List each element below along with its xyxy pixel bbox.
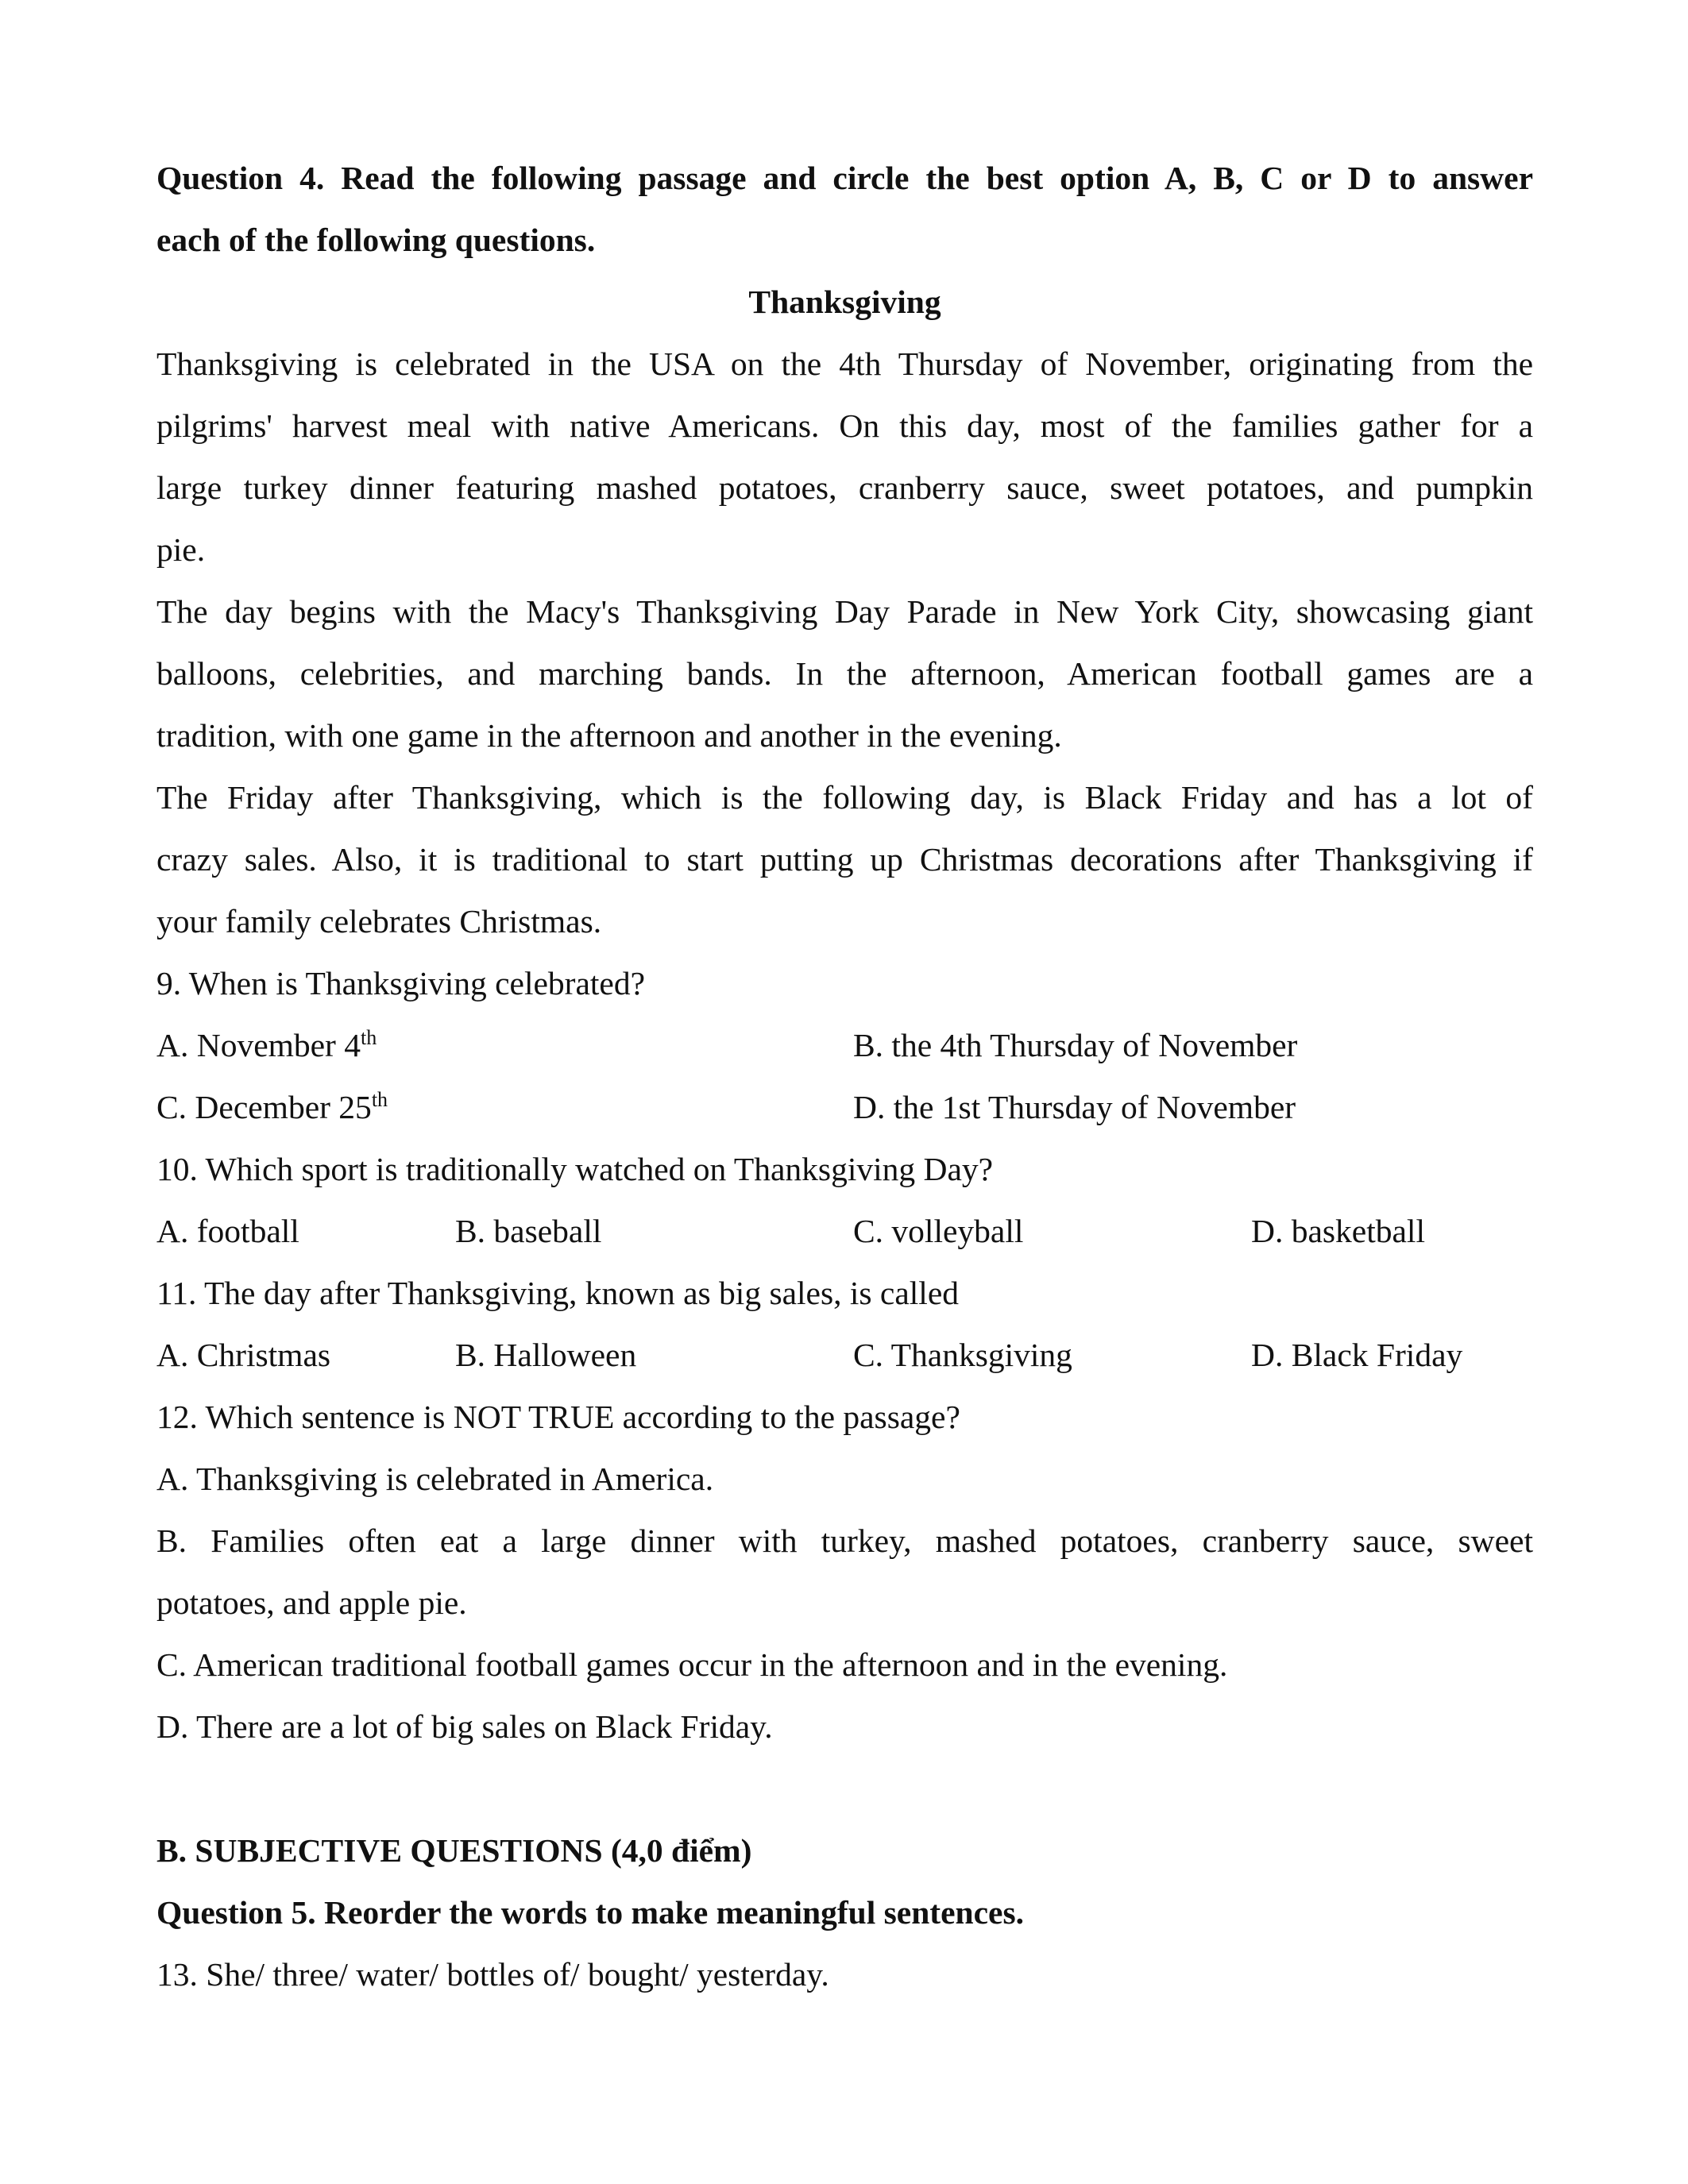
option-text: C. December 25 (156, 1089, 372, 1125)
option-b[interactable]: B. Halloween (455, 1337, 637, 1373)
passage-paragraph-3 (156, 766, 1533, 952)
question4-heading-line2: each of the following questions. (156, 222, 596, 258)
passage-paragraph-2 (156, 581, 1533, 766)
ordinal-suffix: th (361, 1026, 377, 1049)
option-a[interactable] (156, 1014, 377, 1076)
option-b[interactable]: B. the 4th Thursday of November (853, 1027, 1298, 1063)
question-13: 13. She/ three/ water/ bottles of/ bought/ yesterday. (156, 1956, 829, 1993)
passage-line: The Friday after Thanksgiving, which is the following day, is Black Friday and has a lot of (156, 779, 1533, 816)
option-b-line2: potatoes, and apple pie. (156, 1584, 467, 1621)
option-a[interactable]: A. football (156, 1213, 299, 1249)
question-11-options (156, 1324, 1533, 1386)
question-9-options-row2 (156, 1076, 1533, 1138)
passage-line: large turkey dinner featuring mashed potatoes, cranberry sauce, sweet potatoes, and pumpkin (156, 469, 1533, 506)
question-9-options-row1 (156, 1014, 1533, 1076)
question-10-options (156, 1200, 1533, 1262)
option-d[interactable]: D. There are a lot of big sales on Black Friday. (156, 1708, 773, 1745)
option-b-line1: B. Families often eat a large dinner with turkey, mashed potatoes, cranberry sauce, sweet (156, 1522, 1533, 1559)
question-12: 12. Which sentence is NOT TRUE according to the passage? (156, 1399, 960, 1435)
passage-line: balloons, celebrities, and marching bands. In the afternoon, American football games are a (156, 655, 1533, 692)
question-11: 11. The day after Thanksgiving, known as big sales, is called (156, 1275, 960, 1311)
ordinal-suffix: th (371, 1088, 388, 1111)
option-c[interactable]: C. American traditional football games occur in the afternoon and in the evening. (156, 1646, 1228, 1683)
option-d[interactable]: D. the 1st Thursday of November (853, 1089, 1296, 1125)
question-10: 10. Which sport is traditionally watched on Thanksgiving Day? (156, 1151, 994, 1187)
question4-heading-line1: Question 4. Read the following passage and circle the best option A, B, C or D to answer (156, 160, 1533, 196)
question5-heading: Question 5. Reorder the words to make meaningful sentences. (156, 1894, 1024, 1931)
option-d[interactable]: D. Black Friday (1251, 1337, 1463, 1373)
passage-paragraph-1 (156, 333, 1533, 581)
passage-line: your family celebrates Christmas. (156, 903, 602, 940)
passage-line: crazy sales. Also, it is traditional to start putting up Christmas decorations after Thanksgiving if (156, 841, 1533, 878)
passage-line: The day begins with the Macy's Thanksgiving Day Parade in New York City, showcasing giant (156, 593, 1533, 630)
option-b[interactable] (156, 1510, 1533, 1634)
option-b[interactable]: B. baseball (455, 1213, 602, 1249)
option-text: A. November 4 (156, 1027, 361, 1063)
section-b-heading: B. SUBJECTIVE QUESTIONS (4,0 điểm) (156, 1832, 752, 1869)
section-spacer (156, 1758, 1533, 1819)
option-c[interactable] (156, 1076, 388, 1138)
passage-line: tradition, with one game in the afternoon and another in the evening. (156, 717, 1062, 754)
option-d[interactable]: D. basketball (1251, 1213, 1425, 1249)
question-9: 9. When is Thanksgiving celebrated? (156, 965, 646, 1001)
option-c[interactable]: C. volleyball (853, 1213, 1024, 1249)
passage-title: Thanksgiving (748, 284, 941, 320)
passage-line: pilgrims' harvest meal with native Americans. On this day, most of the families gather for a (156, 407, 1533, 444)
passage-line: pie. (156, 531, 206, 568)
option-a[interactable]: A. Christmas (156, 1337, 331, 1373)
exam-page (156, 147, 1533, 2005)
passage-line: Thanksgiving is celebrated in the USA on the 4th Thursday of November, originating from the (156, 345, 1533, 382)
option-a[interactable]: A. Thanksgiving is celebrated in America. (156, 1461, 714, 1497)
option-c[interactable]: C. Thanksgiving (853, 1337, 1072, 1373)
